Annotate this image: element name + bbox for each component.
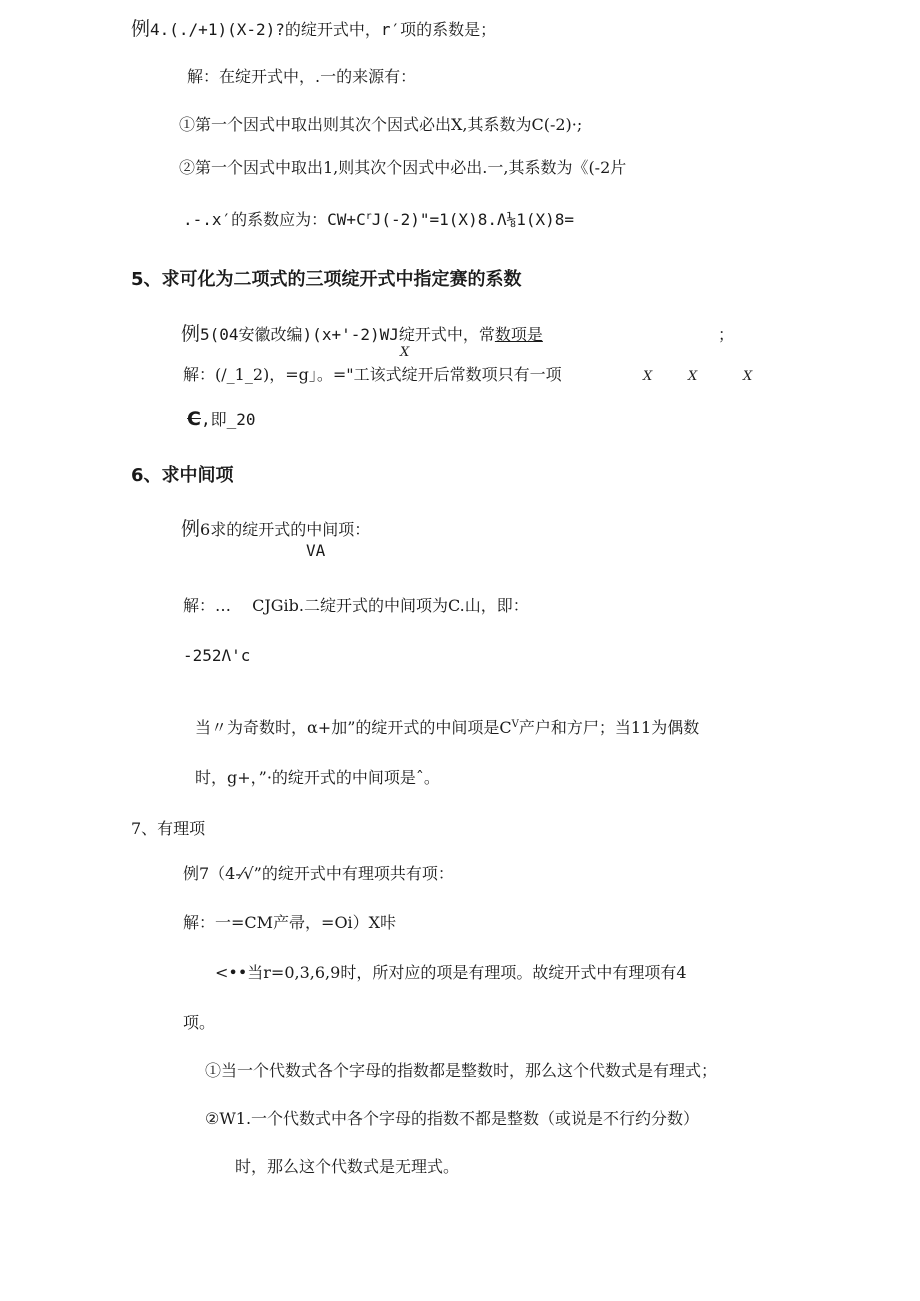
example-7-note-1: ①当一个代数式各个字母的指数都是整数时，那么这个代数式是有理式； [205, 1061, 718, 1080]
example-4-case-2: ②第一个因式中取出1,则其次个因式中必出.一,其系数为《(-2片 [179, 158, 627, 177]
note-1-part-b: 产户和方尸；当11为偶数 [518, 718, 700, 737]
example-4-case-1: ①第一个因式中取出则其次个因式必出X,其系数为C(-2)·; [179, 115, 583, 134]
example-label: 例 [181, 323, 201, 345]
example-6-value: -252Λ'c [183, 646, 251, 665]
example-7-condition: <••当r=0,3,6,9时，所对应的项是有理项。故绽开式中有理项有4 [215, 963, 687, 982]
x-above: X [400, 345, 410, 360]
example-7-condition-end: 项。 [183, 1013, 216, 1032]
example-7-title: 例7（4-⁄√”的绽开式中有理项共有项： [183, 864, 454, 883]
x-mark-3: X [743, 369, 753, 384]
va-mark: VA [306, 541, 326, 560]
example-5-text: 5(04安徽改编)(x+'-2)WJ绽开式中，常 [200, 325, 495, 344]
example-7-note-3: 时，那么这个代数式是无理式。 [235, 1157, 460, 1176]
answer-text: ,即_20 [200, 410, 256, 429]
answer-blank-end: ； [718, 325, 735, 344]
example-6-note-1 [195, 720, 699, 736]
note-1-part-a: 当〃为奇数时，α+加”的绽开式的中间项是C [195, 718, 512, 737]
example-7-note-2: ②W1.一个代数式中各个字母的指数不都是整数（或说是不行约分数） [205, 1109, 700, 1128]
example-4-title [131, 20, 496, 39]
section-7-heading: 7、有理项 [131, 819, 206, 838]
example-6-text: 6求的绽开式的中间项： [200, 520, 371, 539]
example-label: 例 [181, 518, 201, 540]
example-6-note-2: 时，g+，”·的绽开式的中间项是ˆ。 [195, 768, 440, 787]
example-4-text: 4.(./+1)(X-2)?的绽开式中，r′项的系数是； [150, 20, 497, 39]
example-5-solution: 解：(/_1_2)，=g」。="工该式绽开后常数项只有一项 [183, 365, 562, 384]
example-5-title [181, 325, 543, 344]
example-6-title [181, 520, 370, 539]
result-superscript: r [365, 211, 372, 222]
example-5-answer [187, 410, 256, 429]
constant-term-label: 数项是 [494, 325, 543, 344]
section-5-heading: 5、求可化为二项式的三项绽开式中指定赛的系数 [131, 269, 522, 290]
x-mark-2: X [688, 369, 698, 384]
result-part-b: J(-2)"=1(X)8.Λ⅛1(X)8= [371, 210, 575, 229]
x-mark-1: X [643, 369, 653, 384]
section-6-heading: 6、求中间项 [131, 465, 234, 486]
example-6-solution: 解：… CJGib.二绽开式的中间项为C.山，即： [183, 596, 529, 615]
example-7-solution: 解：一=CM产帚，=Oi）X咔 [183, 913, 397, 932]
example-label: 例 [131, 18, 151, 40]
c-mark: C [187, 408, 201, 430]
example-4-result [183, 212, 574, 228]
note-1-superscript: V [511, 719, 519, 730]
example-4-solution-intro: 解：在绽开式中，.一的来源有： [187, 67, 417, 86]
result-part-a: .-.x′的系数应为：CW+C [183, 210, 366, 229]
